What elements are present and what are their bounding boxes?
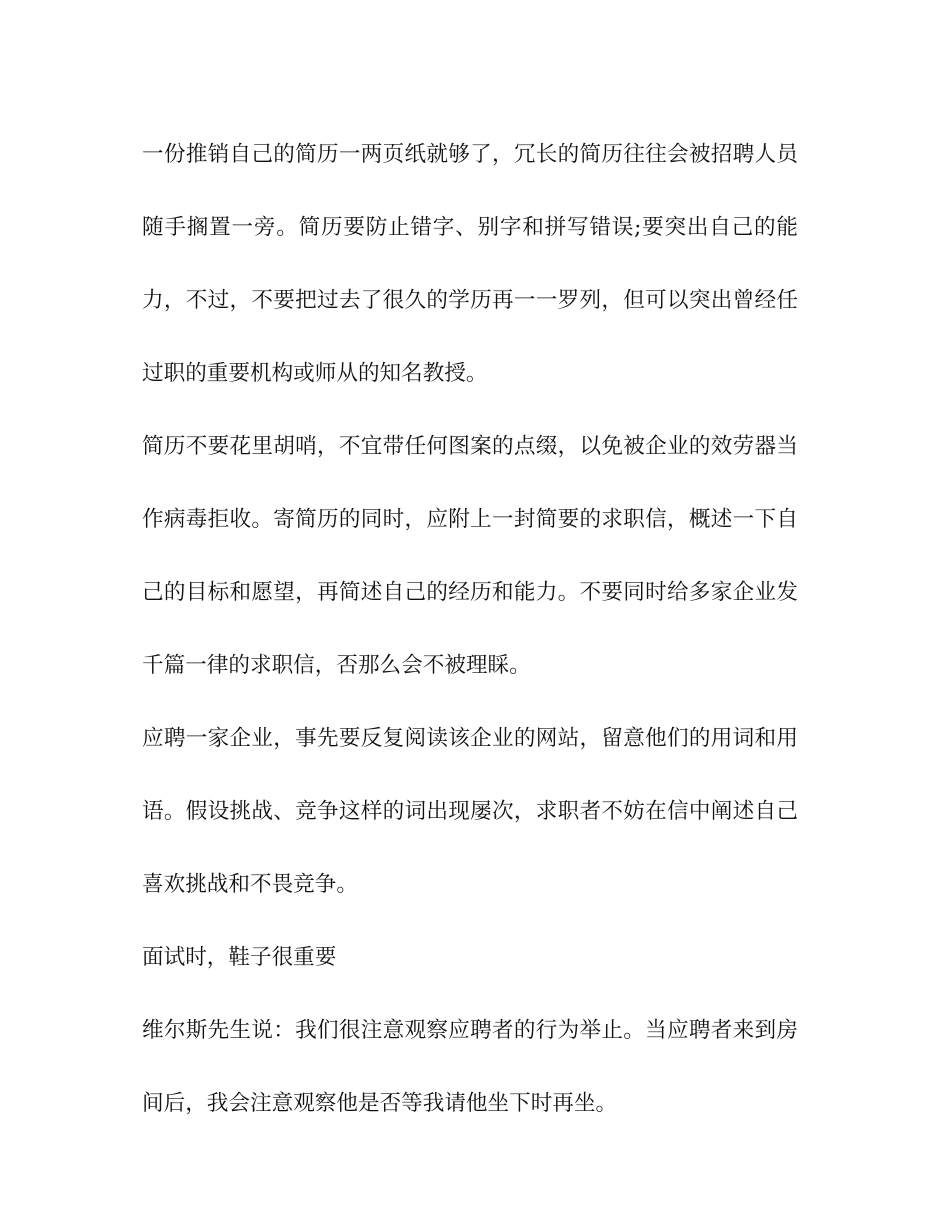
section-heading: 面试时，鞋子很重要 bbox=[142, 945, 337, 970]
paragraph-resume-design: 简历不要花里胡哨，不宜带任何图案的点缀，以免被企业的效劳器当作病毒拒收。寄简历的同时，应附上一封简要的求职信，概述一下自己的目标和愿望，再简述自己的经历和能力。不要同时给多家企业发千篇一律的求职信，否那么会不被理睬。 bbox=[142, 434, 798, 678]
paragraph-interview-behavior: 维尔斯先生说：我们很注意观察应聘者的行为举止。当应聘者来到房间后，我会注意观察他是否等我请他坐下时再坐。 bbox=[142, 1018, 798, 1116]
paragraph-resume-length: 一份推销自己的简历一两页纸就够了，冗长的简历往往会被招聘人员随手搁置一旁。简历要防止错字、别字和拼写错误;要突出自己的能力，不过，不要把过去了很久的学历再一一罗列，但可以突出曾经任过职的重要机构或师从的知名教授。 bbox=[142, 142, 798, 386]
paragraph-company-research: 应聘一家企业，事先要反复阅读该企业的网站，留意他们的用词和用语。假设挑战、竞争这样的词出现屡次，求职者不妨在信中阐述自己喜欢挑战和不畏竞争。 bbox=[142, 726, 798, 897]
document-body bbox=[142, 118, 798, 1140]
